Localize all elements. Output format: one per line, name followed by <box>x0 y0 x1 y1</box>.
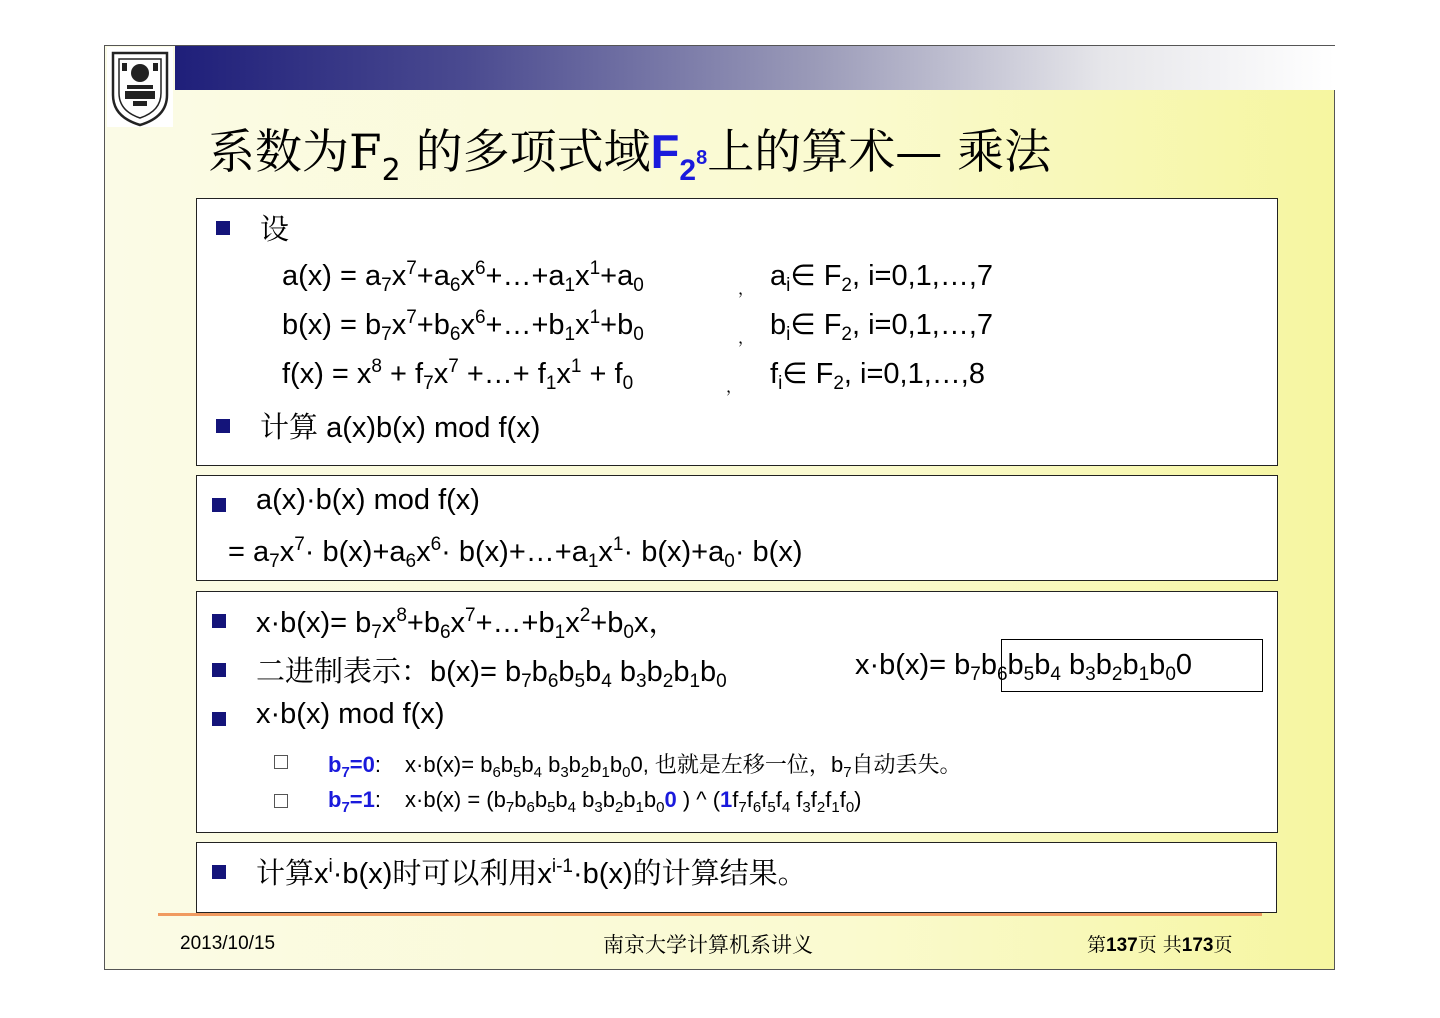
footer-course-title: 南京大学计算机系讲义 <box>603 933 813 957</box>
title-text-2: 的多项式域 <box>400 125 651 180</box>
f-definition: $f(x) = x^8 + f_7x^7$ +…+ $f_1x^1 + f_0$ <box>282 356 634 394</box>
slide-title <box>208 115 1051 188</box>
title-field-8: 8 <box>696 147 708 169</box>
footer-page-number: 第137页 共173页 <box>1087 934 1233 956</box>
sub-bullet-icon <box>274 755 288 769</box>
x-times-b-line: $x\cdot b(x)= b_7x^8+b_6x^7+\dots+b_1x^2+b_0x$， <box>256 605 678 643</box>
bullet-icon <box>212 663 226 677</box>
a-coefficient-domain: $a_i\in$ $F_2$, i=0,1,…,7 <box>770 260 994 296</box>
bullet-icon <box>212 865 226 879</box>
footer-date: 2013/10/15 <box>180 933 276 954</box>
bullet-set-label: 设 <box>260 212 290 246</box>
title-field-F: F <box>650 125 680 178</box>
product-mod-line: a(x)·b(x) mod f(x) <box>256 484 480 516</box>
binary-representation: 二进制表示：$b(x)= b_7b_6b_5b_4$ $b_3b_2b_1b_0$ <box>256 654 727 692</box>
sub-bullet-icon <box>274 794 288 808</box>
iteration-note: 计算$x^i\cdot b(x)$时可以利用$x^{i-1}\cdot b(x)$的计算结果。 <box>256 856 807 890</box>
f-comma: ， <box>726 379 743 396</box>
bullet-icon <box>216 419 230 433</box>
title-text-1: 系数为F <box>208 125 382 180</box>
compute-statement: 计算 a(x)b(x) mod f(x) <box>260 410 541 444</box>
case-b7-zero: $b_7=0$: $x\cdot b(x)= b_6b_5b_4$ $b_3b_2b_1b_00$, 也就是左移一位，$b_7$自动丢失。 <box>328 752 962 781</box>
bullet-icon <box>216 221 230 235</box>
title-field-2: 2 <box>679 154 697 187</box>
header-gradient-bar <box>175 46 1335 90</box>
b-definition: $b(x) = b_7x^7+b_6x^6+\dots+b_1x^1+b_0$ <box>282 307 644 345</box>
bullet-icon <box>212 498 226 512</box>
a-comma: ， <box>738 281 755 298</box>
x-times-b-mod-f: x·b(x) mod f(x) <box>256 698 445 730</box>
b-comma: ， <box>738 330 755 347</box>
f-coefficient-domain: $f_i\in$ $F_2$, i=0,1,…,8 <box>770 358 985 394</box>
expansion-line: = $a_7x^7\cdot b(x)+a_6x^6\cdot$ $b(x)+\dots+a_1x^1\cdot b(x)+a_0\cdot b(x)$ <box>228 534 803 572</box>
bullet-icon <box>212 614 226 628</box>
bullet-icon <box>212 712 226 726</box>
highlight-frame <box>1001 639 1263 692</box>
title-text-3: 上的算术— 乘法 <box>707 125 1052 180</box>
b-coefficient-domain: $b_i\in$ $F_2$, i=0,1,…,7 <box>770 309 994 345</box>
shifted-binary: $x\cdot b(x)= b_7b_6b_5b_4$ $b_3b_2b_1b_00$ <box>855 649 1193 685</box>
footer-divider <box>158 913 1262 916</box>
university-seal-logo <box>107 47 173 127</box>
case-b7-one: $b_7=1$: $x\cdot b(x) = (b_7b_6b_5b_4$ $b_3b_2b_1b_00$ ) ^ ($1f_7f_6f_5f_4$ $f_3f_2f_1f_0$) <box>328 787 862 816</box>
a-definition: $a(x) = a_7x^7+a_6x^6+\dots+a_1x^1+a_0$ <box>282 258 644 296</box>
title-sub: 2 <box>381 153 401 188</box>
